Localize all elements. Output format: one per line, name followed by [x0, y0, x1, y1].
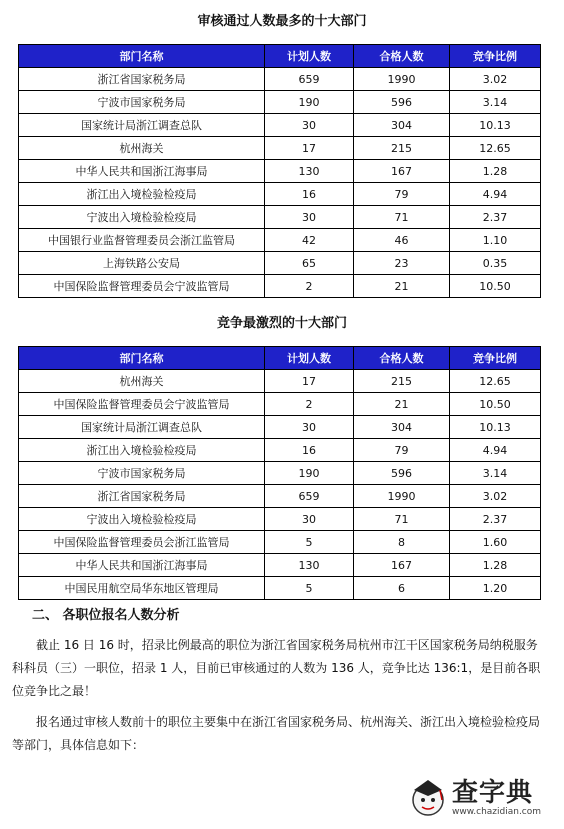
cell-qualified: 215 — [354, 370, 450, 393]
cell-planned: 659 — [265, 485, 354, 508]
cell-ratio: 1.28 — [450, 554, 541, 577]
cell-department: 杭州海关 — [19, 370, 265, 393]
cell-department: 浙江省国家税务局 — [19, 485, 265, 508]
cell-qualified: 23 — [354, 252, 450, 275]
cell-qualified: 1990 — [354, 485, 450, 508]
paragraph-highest-ratio: 截止 16 日 16 时，招录比例最高的职位为浙江省国家税务局杭州市江干区国家税务局纳税服务科科员（三）一职位，招录 1 人，目前已审核通过的人数为 136 人，竞争比达 136:1，是目前各职位竞争比之最！ — [12, 638, 541, 698]
table-row — [19, 416, 541, 439]
watermark-text: 查字典 — [452, 777, 534, 808]
cell-ratio: 10.13 — [450, 416, 541, 439]
cell-department: 宁波市国家税务局 — [19, 91, 265, 114]
cell-ratio: 2.37 — [450, 206, 541, 229]
table-row — [19, 554, 541, 577]
table-row — [19, 91, 541, 114]
cell-planned: 30 — [265, 206, 354, 229]
column-header-planned: 计划人数 — [265, 45, 354, 68]
table2-body — [19, 370, 541, 600]
cell-qualified: 79 — [354, 183, 450, 206]
cell-qualified: 304 — [354, 416, 450, 439]
cell-ratio: 4.94 — [450, 183, 541, 206]
cell-planned: 17 — [265, 370, 354, 393]
cell-qualified: 71 — [354, 508, 450, 531]
cell-department: 宁波市国家税务局 — [19, 462, 265, 485]
column-header-department: 部门名称 — [19, 45, 265, 68]
table1-body — [19, 68, 541, 298]
cell-department: 浙江出入境检验检疫局 — [19, 183, 265, 206]
cell-planned: 2 — [265, 393, 354, 416]
cell-department: 国家统计局浙江调查总队 — [19, 114, 265, 137]
table-row — [19, 206, 541, 229]
cell-qualified: 71 — [354, 206, 450, 229]
column-header-ratio: 竞争比例 — [450, 45, 541, 68]
column-header-planned: 计划人数 — [265, 347, 354, 370]
cell-planned: 5 — [265, 531, 354, 554]
cell-department: 杭州海关 — [19, 137, 265, 160]
cell-qualified: 167 — [354, 160, 450, 183]
table-row — [19, 577, 541, 600]
cell-ratio: 0.35 — [450, 252, 541, 275]
cell-planned: 130 — [265, 160, 354, 183]
table-row — [19, 508, 541, 531]
cell-planned: 130 — [265, 554, 354, 577]
column-header-ratio: 竞争比例 — [450, 347, 541, 370]
table-row — [19, 275, 541, 298]
cell-qualified: 79 — [354, 439, 450, 462]
page — [0, 12, 564, 817]
cell-department: 国家统计局浙江调查总队 — [19, 416, 265, 439]
column-header-department: 部门名称 — [19, 347, 265, 370]
cell-department: 宁波出入境检验检疫局 — [19, 206, 265, 229]
most-competitive-departments-table — [18, 346, 541, 600]
cell-department: 中国保险监督管理委员会宁波监管局 — [19, 393, 265, 416]
table-header-row — [19, 347, 541, 370]
table-row — [19, 393, 541, 416]
cell-planned: 42 — [265, 229, 354, 252]
table-row — [19, 485, 541, 508]
cell-qualified: 21 — [354, 393, 450, 416]
cell-planned: 65 — [265, 252, 354, 275]
cell-ratio: 10.13 — [450, 114, 541, 137]
cell-department: 宁波出入境检验检疫局 — [19, 508, 265, 531]
cell-department: 中国保险监督管理委员会宁波监管局 — [19, 275, 265, 298]
column-header-qualified: 合格人数 — [354, 45, 450, 68]
cell-ratio: 12.65 — [450, 370, 541, 393]
cell-department: 中国银行业监督管理委员会浙江监管局 — [19, 229, 265, 252]
cell-planned: 30 — [265, 114, 354, 137]
cell-planned: 17 — [265, 137, 354, 160]
cell-planned: 190 — [265, 91, 354, 114]
cell-qualified: 215 — [354, 137, 450, 160]
table-row — [19, 439, 541, 462]
table1-title: 审核通过人数最多的十大部门 — [197, 14, 367, 29]
table-row — [19, 370, 541, 393]
cell-department: 中华人民共和国浙江海事局 — [19, 160, 265, 183]
cell-ratio: 10.50 — [450, 275, 541, 298]
column-header-qualified: 合格人数 — [354, 347, 450, 370]
cell-ratio: 1.60 — [450, 531, 541, 554]
table2-title: 竞争最激烈的十大部门 — [216, 316, 347, 331]
cell-department: 浙江出入境检验检疫局 — [19, 439, 265, 462]
cell-ratio: 2.37 — [450, 508, 541, 531]
cell-ratio: 3.14 — [450, 462, 541, 485]
cell-department: 中国保险监督管理委员会浙江监管局 — [19, 531, 265, 554]
cell-planned: 30 — [265, 508, 354, 531]
table-row — [19, 114, 541, 137]
table-row — [19, 252, 541, 275]
paragraph-top-positions: 报名通过审核人数前十的职位主要集中在浙江省国家税务局、杭州海关、浙江出入境检验检疫局等部门，具体信息如下： — [12, 715, 541, 752]
cell-qualified: 8 — [354, 531, 450, 554]
table-row — [19, 183, 541, 206]
section-heading: 二、 各职位报名人数分析 — [32, 608, 180, 623]
cell-qualified: 167 — [354, 554, 450, 577]
cell-qualified: 46 — [354, 229, 450, 252]
cell-ratio: 12.65 — [450, 137, 541, 160]
table-row — [19, 160, 541, 183]
table-header-row — [19, 45, 541, 68]
cell-qualified: 6 — [354, 577, 450, 600]
watermark-url: www.chazidian.com — [452, 806, 542, 817]
cell-department: 上海铁路公安局 — [19, 252, 265, 275]
cell-planned: 16 — [265, 183, 354, 206]
table-row — [19, 137, 541, 160]
top-approved-departments-table — [18, 44, 541, 298]
cell-ratio: 1.10 — [450, 229, 541, 252]
cell-qualified: 1990 — [354, 68, 450, 91]
cell-department: 中国民用航空局华东地区管理局 — [19, 577, 265, 600]
cell-planned: 659 — [265, 68, 354, 91]
cell-department: 浙江省国家税务局 — [19, 68, 265, 91]
cell-planned: 30 — [265, 416, 354, 439]
cell-planned: 5 — [265, 577, 354, 600]
cell-planned: 16 — [265, 439, 354, 462]
cell-ratio: 10.50 — [450, 393, 541, 416]
cell-ratio: 3.02 — [450, 485, 541, 508]
table-row — [19, 68, 541, 91]
cell-ratio: 3.02 — [450, 68, 541, 91]
cell-qualified: 596 — [354, 462, 450, 485]
table-row — [19, 462, 541, 485]
cell-planned: 190 — [265, 462, 354, 485]
cell-planned: 2 — [265, 275, 354, 298]
cell-ratio: 1.20 — [450, 577, 541, 600]
cell-ratio: 3.14 — [450, 91, 541, 114]
mascot-icon — [408, 776, 448, 820]
cell-qualified: 596 — [354, 91, 450, 114]
cell-department: 中华人民共和国浙江海事局 — [19, 554, 265, 577]
table-row — [19, 531, 541, 554]
cell-qualified: 304 — [354, 114, 450, 137]
table-row — [19, 229, 541, 252]
cell-qualified: 21 — [354, 275, 450, 298]
cell-ratio: 4.94 — [450, 439, 541, 462]
cell-ratio: 1.28 — [450, 160, 541, 183]
